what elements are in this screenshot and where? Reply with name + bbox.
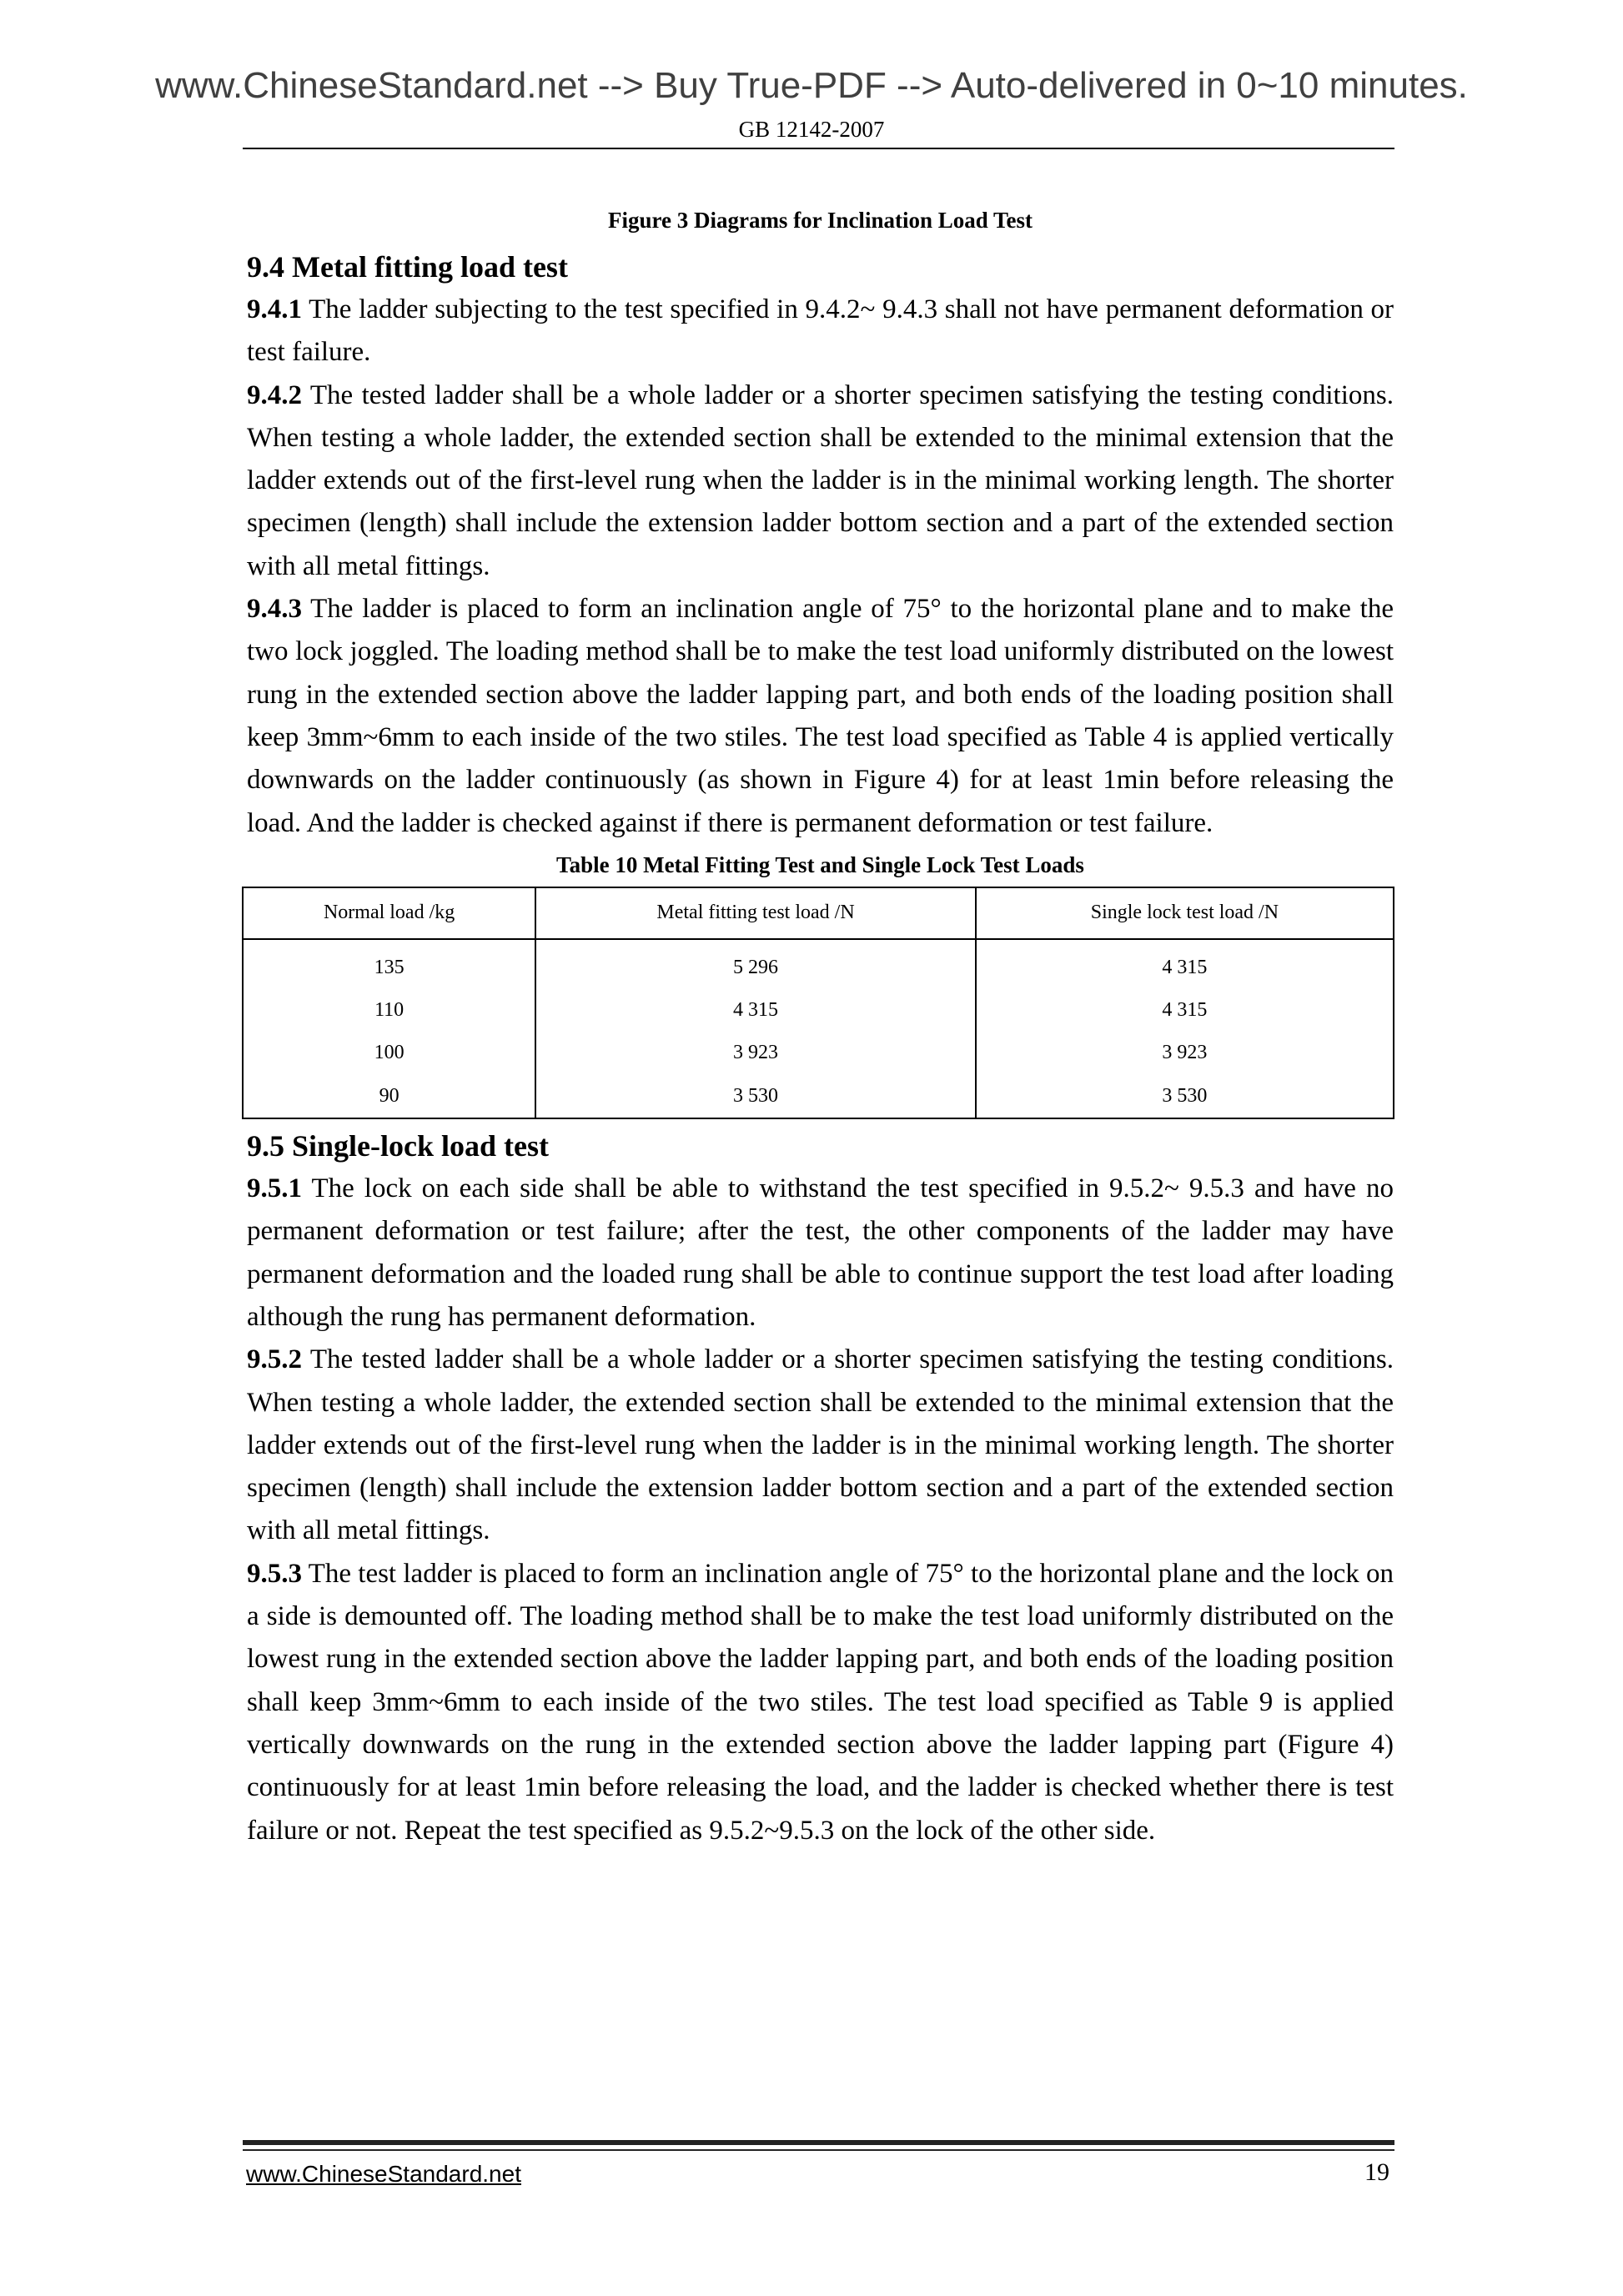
footer-rule-thick [243,2140,1394,2145]
clause-9-5-3 [247,1553,1394,1852]
page-number: 19 [1364,2158,1389,2186]
clause-number: 9.4.2 [247,379,302,410]
table-header-row [243,887,1394,939]
column-header: Single lock test load /N [976,887,1394,939]
table-row [243,989,1394,1032]
clause-number: 9.5.3 [247,1558,302,1589]
table-cell: 135 [243,939,535,989]
clause-text: The test ladder is placed to form an inclination angle of 75° to the horizontal plane and the lock on a side is demounted off. The loading method shall be to make the test load uniformly distributed on the lowest rung in the extended section above the ladder lapping part, and both ends of the loading position shall keep 3mm~6mm to each inside of the two stiles. The test load specified as Table 9 is applied vertically downwards on the rung in the extended section above the ladder lapping part (Figure 4) continuously for at least 1min before releasing the load, and the ladder is checked whether there is test failure or not. Repeat the test specified as 9.5.2~9.5.3 on the lock of the other side. [247,1558,1394,1846]
table-cell: 4 315 [1162,999,1208,1022]
table-cell: 3 923 [535,1032,976,1074]
figure-caption: Figure 3 Diagrams for Inclination Load Test [607,208,1033,233]
table-cell: 100 [243,1032,535,1074]
top-banner[interactable]: www.ChineseStandard.net --> Buy True-PDF --> Auto-delivered in 0~10 minutes. [155,65,1468,106]
table-cell: 3 530 [535,1075,976,1118]
footer-link[interactable]: www.ChineseStandard.net [246,2161,521,2187]
table-caption: Table 10 Metal Fitting Test and Single Lock Test Loads [556,852,1084,877]
table-cell: 110 [243,989,535,1032]
clause-9-4-2 [247,374,1394,588]
standard-number: GB 12142-2007 [738,117,885,142]
table-cell: 90 [243,1075,535,1118]
clause-text: The tested ladder shall be a whole ladder or a shorter specimen satisfying the testing conditions. When testing a whole ladder, the extended section shall be extended to the minimal extension that the ladder extends out of the first-level rung when the ladder is in the minimal working length. The shorter specimen (length) shall include the extension ladder bottom section and a part of the extended section with all metal fittings. [247,379,1394,581]
clause-text: The ladder subjecting to the test specified in 9.4.2~ 9.4.3 shall not have permanent deformation or test failure. [247,294,1394,368]
header-rule [243,148,1394,149]
clause-text: The tested ladder shall be a whole ladder or a shorter specimen satisfying the testing conditions. When testing a whole ladder, the extended section shall be extended to the minimal extension that the ladder extends out of the first-level rung when the ladder is in the minimal working length. The shorter specimen (length) shall include the extension ladder bottom section and a part of the extended section with all metal fittings. [247,1344,1394,1546]
clause-number: 9.5.2 [247,1344,302,1375]
clause-9-5-1 [247,1168,1394,1339]
page-content [247,198,1394,1852]
table-cell: 4 315 [1162,956,1208,978]
clause-9-4-3 [247,588,1394,845]
clause-number: 9.4.1 [247,294,302,324]
column-header: Metal fitting test load /N [535,887,976,939]
table-cell: 3 530 [1162,1084,1208,1107]
clause-text: The ladder is placed to form an inclination angle of 75° to the horizontal plane and to make the two lock joggled. The loading method shall be to make the test load uniformly distributed on the lowest rung in the extended section above the ladder lapping part, and both ends of the loading position shall keep 3mm~6mm to each inside of the two stiles. The test load specified as Table 4 is applied vertically downwards on the ladder continuously (as shown in Figure 4) for at least 1min before releasing the load. And the ladder is checked against if there is permanent deformation or test failure. [247,594,1394,838]
load-table [242,887,1394,1119]
table-row [243,939,1394,989]
clause-number: 9.5.1 [247,1173,302,1204]
section-9-5-title: 9.5 Single-lock load test [247,1129,550,1163]
table-cell: 4 315 [535,989,976,1032]
clause-text: The lock on each side shall be able to withstand the test specified in 9.5.2~ 9.5.3 and have no permanent deformation or test failure; after the test, the other components of the ladder may have permanent deformation and the loaded rung shall be able to continue support the test load after loading although the rung has permanent deformation. [247,1173,1394,1332]
table-cell: 3 923 [1162,1042,1208,1064]
footer-rule-thin [243,2149,1394,2151]
clause-number: 9.4.3 [247,594,302,625]
table-cell: 5 296 [535,939,976,989]
column-header: Normal load /kg [243,887,535,939]
clause-9-4-1 [247,289,1394,374]
section-9-4-title: 9.4 Metal fitting load test [247,250,568,284]
clause-9-5-2 [247,1339,1394,1552]
table-row [243,1075,1394,1118]
table-row [243,1032,1394,1074]
